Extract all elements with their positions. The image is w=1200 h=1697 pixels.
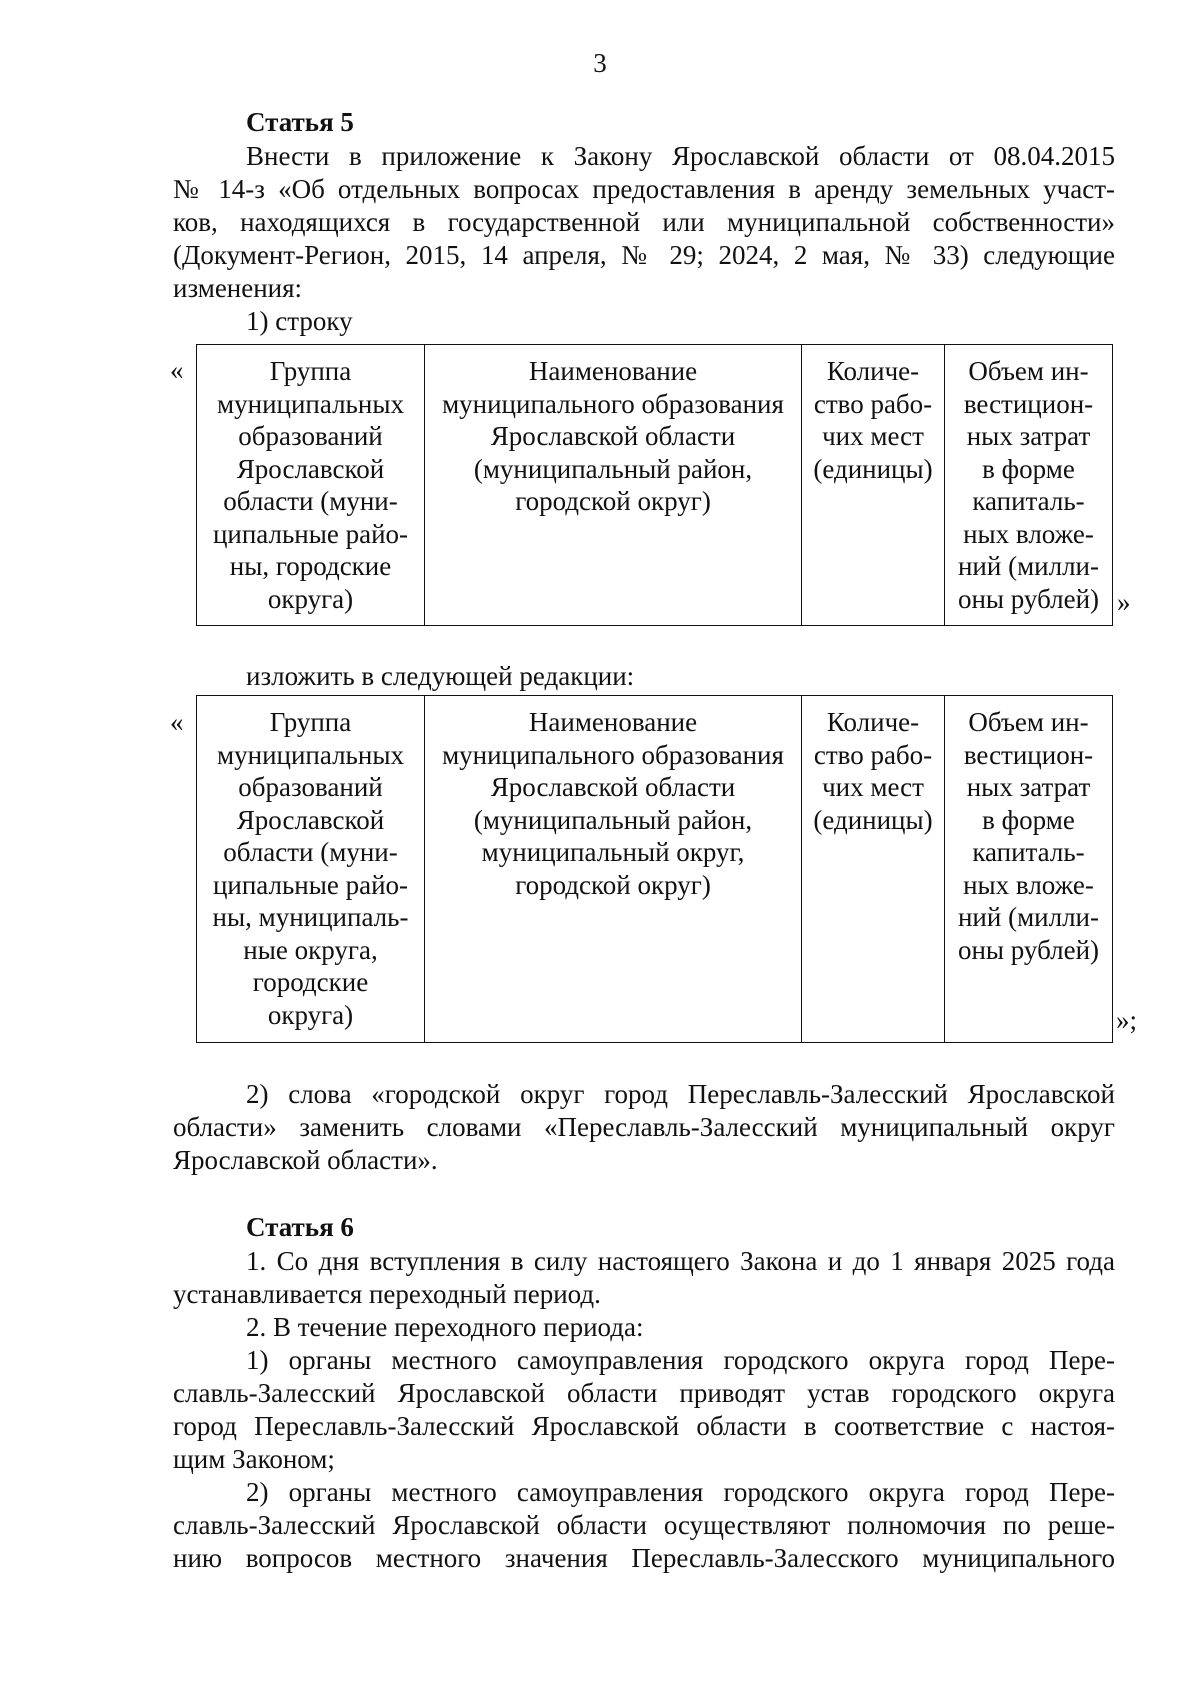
column-jobs-cell <box>802 345 945 626</box>
article-6-sub1-line: славль-Залесский Ярославской области приводят устав городского округа <box>173 1378 1115 1408</box>
cell-line: оны рублей) <box>957 583 1100 614</box>
cell-line: округа) <box>267 999 354 1030</box>
open-quote: « <box>170 355 184 385</box>
cell-line: (единицы) <box>813 804 933 835</box>
cell-line: округа) <box>267 583 354 614</box>
cell-line: ные округа, <box>243 934 378 965</box>
article-6-sub2-line: 2) органы местного самоуправления городского округа город Пере- <box>246 1477 1115 1507</box>
cell-line: Ярославской <box>236 453 385 484</box>
cell-line: чих мест <box>822 772 924 802</box>
cell-line: чих мест <box>822 421 924 451</box>
article-6-p2-line: 2. В течение переходного периода: <box>246 1312 644 1342</box>
cell-line: ство рабо- <box>813 388 933 419</box>
cell-line: Группа <box>269 707 352 737</box>
column-name-cell <box>425 345 802 626</box>
cell-line: Объем ин- <box>968 707 1089 737</box>
close-quote: » <box>1117 587 1131 617</box>
cell-line: капиталь- <box>972 837 1085 867</box>
cell-line: Группа <box>269 356 352 386</box>
article-6-sub1-line: город Переславль-Залесский Ярославской области в соответствие с настоя- <box>173 1411 1115 1441</box>
cell-line: городской округ) <box>515 869 711 900</box>
cell-line: муниципального образования <box>442 739 784 770</box>
cell-line: муниципальных <box>217 388 404 419</box>
cell-line: оны рублей) <box>957 934 1100 965</box>
cell-line: муниципальных <box>217 739 404 770</box>
column-investment-cell <box>945 696 1113 1043</box>
cell-line: вестицион- <box>963 739 1094 770</box>
cell-line: ны, городские <box>229 551 392 581</box>
article-5-intro-line: Внести в приложение к Закону Ярославской области от 08.04.2015 <box>246 141 1115 171</box>
cell-line: Ярославской области <box>490 772 736 802</box>
article-6-p1-line: устанавливается переходный период. <box>173 1279 601 1309</box>
cell-line: области (муни- <box>223 486 398 516</box>
cell-line: (муниципальный район, <box>473 804 753 835</box>
article-6-sub1-line: щим Законом; <box>173 1444 335 1474</box>
cell-line: городские <box>252 967 369 997</box>
article-5-intro-line: изменения: <box>173 273 303 303</box>
item-2-line: Ярославской области». <box>173 1145 438 1175</box>
page-number: 3 <box>593 48 607 78</box>
cell-line: муниципальный округ, <box>481 837 745 867</box>
cell-line: вестицион- <box>963 388 1094 419</box>
cell-line: Ярославской области <box>490 421 736 451</box>
article-6-sub1-line: 1) органы местного самоуправления городского округа город Пере- <box>246 1345 1115 1375</box>
cell-line: Ярославской <box>236 804 385 835</box>
cell-line: Наименование <box>528 707 698 737</box>
article-5-intro-line: (Документ-Регион, 2015, 14 апреля, № 29; 2024, 2 мая, № 33) следующие <box>173 240 1115 270</box>
cell-line: муниципального образования <box>442 388 784 419</box>
cell-line: ний (милли- <box>957 902 1099 932</box>
article-6-heading: Статья 6 <box>246 1212 354 1242</box>
item-2-line: 2) слова «городской округ город Переславль-Залесский Ярославской <box>246 1079 1115 1109</box>
cell-line: Объем ин- <box>968 356 1089 386</box>
cell-line: ных затрат <box>966 772 1091 802</box>
cell-line: области (муни- <box>223 837 398 867</box>
cell-line: ципальные райо- <box>212 869 409 900</box>
close-quote: »; <box>1116 1005 1138 1035</box>
cell-line: образований <box>238 772 383 802</box>
replace-label: изложить в следующей редакции: <box>246 661 635 691</box>
open-quote: « <box>170 707 184 737</box>
column-group-cell <box>197 345 425 626</box>
cell-line: ны, муниципаль- <box>212 902 409 932</box>
cell-line: (единицы) <box>813 453 933 484</box>
cell-line: ство рабо- <box>813 739 933 770</box>
cell-line: ных затрат <box>966 421 1091 451</box>
column-group-cell <box>197 696 425 1043</box>
cell-line: в форме <box>982 804 1075 835</box>
cell-line: ний (милли- <box>957 551 1099 581</box>
column-name-cell <box>425 696 802 1043</box>
cell-line: ных вложе- <box>963 518 1094 549</box>
column-jobs-cell <box>802 696 945 1043</box>
cell-line: (муниципальный район, <box>473 453 753 484</box>
article-5-heading: Статья 5 <box>246 107 354 137</box>
cell-line: Количе- <box>826 356 920 386</box>
new-row-table <box>196 695 1113 1043</box>
cell-line: ных вложе- <box>963 869 1094 900</box>
cell-line: в форме <box>982 453 1075 484</box>
cell-line: городской округ) <box>515 486 711 516</box>
old-row-table <box>196 344 1113 626</box>
column-investment-cell <box>945 345 1113 626</box>
article-6-p1-line: 1. Со дня вступления в силу настоящего Закона и до 1 января 2025 года <box>246 1246 1115 1276</box>
table-row <box>197 345 1113 626</box>
article-6-sub2-line: нию вопросов местного значения Переславль-Залесского муниципального <box>173 1543 1115 1573</box>
cell-line: Наименование <box>528 356 698 386</box>
table-row <box>197 696 1113 1043</box>
item-2-line: области» заменить словами «Переславль-Залесский муниципальный округ <box>173 1112 1115 1142</box>
item-1-label: 1) строку <box>246 306 353 336</box>
cell-line: капиталь- <box>972 486 1085 516</box>
article-5-intro-line: ков, находящихся в государственной или муниципальной собственности» <box>173 207 1115 237</box>
article-6-sub2-line: славль-Залесский Ярославской области осуществляют полномочия по реше- <box>173 1510 1115 1540</box>
cell-line: ципальные райо- <box>212 518 409 549</box>
cell-line: образований <box>238 421 383 451</box>
article-5-intro-line: № 14-з «Об отдельных вопросах предоставления в аренду земельных участ- <box>173 174 1115 204</box>
cell-line: Количе- <box>826 707 920 737</box>
